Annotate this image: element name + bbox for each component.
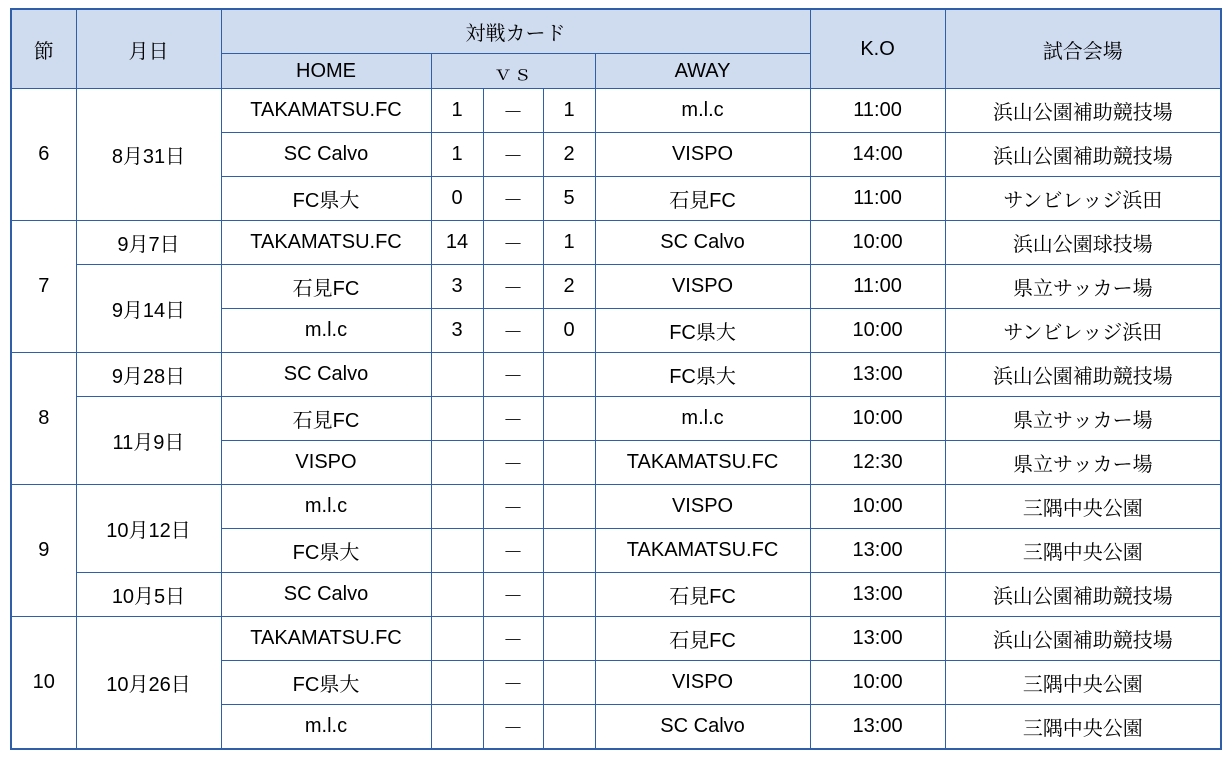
cell-score-dash: － [483,265,543,309]
cell-venue: 三隅中央公園 [945,705,1221,750]
cell-away-score [543,485,595,529]
cell-score-dash: － [483,177,543,221]
table-body [11,89,1221,750]
table-row [11,265,1221,309]
cell-venue: 県立サッカー場 [945,265,1221,309]
cell-kickoff-time: 10:00 [810,397,945,441]
cell-section: 9 [11,485,76,617]
cell-section: 10 [11,617,76,750]
cell-away-team: TAKAMATSU.FC [595,529,810,573]
cell-score-dash: － [483,705,543,750]
cell-away-score: 2 [543,133,595,177]
table-row [11,573,1221,617]
column-header-away: AWAY [595,54,810,89]
cell-kickoff-time: 13:00 [810,353,945,397]
cell-venue: 浜山公園補助競技場 [945,573,1221,617]
cell-away-score [543,529,595,573]
cell-home-team: 石見FC [221,397,431,441]
cell-kickoff-time: 11:00 [810,89,945,133]
table-row [11,397,1221,441]
cell-home-team: m.l.c [221,705,431,750]
cell-date: 8月31日 [76,89,221,221]
cell-score-dash: － [483,397,543,441]
cell-venue: 浜山公園補助競技場 [945,133,1221,177]
cell-kickoff-time: 13:00 [810,617,945,661]
cell-date: 10月26日 [76,617,221,750]
cell-date: 9月28日 [76,353,221,397]
cell-home-team: 石見FC [221,265,431,309]
cell-home-score [431,573,483,617]
cell-home-score [431,353,483,397]
cell-away-score: 1 [543,221,595,265]
cell-home-team: SC Calvo [221,133,431,177]
cell-home-score [431,441,483,485]
cell-venue: 浜山公園補助競技場 [945,617,1221,661]
table-header [11,9,1221,89]
table-row [11,353,1221,397]
cell-away-team: VISPO [595,661,810,705]
cell-score-dash: － [483,353,543,397]
cell-section: 8 [11,353,76,485]
cell-away-team: 石見FC [595,617,810,661]
cell-away-score [543,573,595,617]
cell-venue: 三隅中央公園 [945,485,1221,529]
cell-venue: 浜山公園補助競技場 [945,89,1221,133]
cell-venue: 県立サッカー場 [945,441,1221,485]
cell-score-dash: － [483,89,543,133]
cell-away-score: 2 [543,265,595,309]
cell-home-score [431,661,483,705]
cell-home-team: m.l.c [221,485,431,529]
cell-score-dash: － [483,221,543,265]
cell-home-score [431,617,483,661]
cell-kickoff-time: 11:00 [810,265,945,309]
table-row [11,617,1221,661]
cell-away-team: VISPO [595,265,810,309]
column-header-home: HOME [221,54,431,89]
cell-away-team: m.l.c [595,89,810,133]
cell-kickoff-time: 13:00 [810,705,945,750]
cell-score-dash: － [483,309,543,353]
cell-kickoff-time: 10:00 [810,485,945,529]
cell-venue: 三隅中央公園 [945,661,1221,705]
match-schedule-table [10,8,1222,750]
table-row [11,221,1221,265]
cell-home-team: TAKAMATSU.FC [221,221,431,265]
cell-away-score [543,661,595,705]
cell-away-team: m.l.c [595,397,810,441]
header-row-top [11,9,1221,54]
cell-home-team: VISPO [221,441,431,485]
cell-home-team: FC県大 [221,661,431,705]
cell-home-team: SC Calvo [221,573,431,617]
cell-away-score: 0 [543,309,595,353]
cell-away-score [543,397,595,441]
cell-venue: 浜山公園球技場 [945,221,1221,265]
column-header-match-card: 対戦カード [221,9,810,54]
table-row [11,485,1221,529]
cell-home-score [431,397,483,441]
cell-score-dash: － [483,573,543,617]
cell-away-team: VISPO [595,133,810,177]
cell-home-score: 3 [431,309,483,353]
cell-score-dash: － [483,529,543,573]
cell-date: 9月14日 [76,265,221,353]
cell-away-score: 1 [543,89,595,133]
cell-home-score: 14 [431,221,483,265]
cell-kickoff-time: 13:00 [810,529,945,573]
cell-venue: 浜山公園補助競技場 [945,353,1221,397]
cell-kickoff-time: 10:00 [810,661,945,705]
cell-away-score [543,705,595,750]
cell-away-score [543,353,595,397]
cell-away-score: 5 [543,177,595,221]
cell-away-team: FC県大 [595,353,810,397]
cell-home-score: 0 [431,177,483,221]
column-header-ko: K.O [810,9,945,89]
cell-away-score [543,441,595,485]
cell-kickoff-time: 14:00 [810,133,945,177]
column-header-date: 月日 [76,9,221,89]
cell-kickoff-time: 12:30 [810,441,945,485]
cell-home-score: 1 [431,89,483,133]
cell-home-score: 1 [431,133,483,177]
cell-away-team: VISPO [595,485,810,529]
cell-kickoff-time: 10:00 [810,309,945,353]
cell-section: 7 [11,221,76,353]
cell-date: 10月12日 [76,485,221,573]
cell-away-team: SC Calvo [595,705,810,750]
cell-away-team: TAKAMATSU.FC [595,441,810,485]
cell-home-score [431,485,483,529]
cell-home-team: TAKAMATSU.FC [221,89,431,133]
cell-kickoff-time: 13:00 [810,573,945,617]
cell-score-dash: － [483,617,543,661]
cell-date: 10月5日 [76,573,221,617]
cell-kickoff-time: 11:00 [810,177,945,221]
cell-score-dash: － [483,485,543,529]
column-header-vs: ｖｓ [431,54,595,89]
column-header-section: 節 [11,9,76,89]
cell-home-score [431,705,483,750]
cell-home-score [431,529,483,573]
column-header-venue: 試合会場 [945,9,1221,89]
cell-home-team: FC県大 [221,177,431,221]
cell-venue: サンビレッジ浜田 [945,309,1221,353]
cell-section: 6 [11,89,76,221]
cell-home-team: TAKAMATSU.FC [221,617,431,661]
cell-away-team: FC県大 [595,309,810,353]
cell-home-score: 3 [431,265,483,309]
cell-score-dash: － [483,661,543,705]
cell-away-score [543,617,595,661]
cell-venue: 県立サッカー場 [945,397,1221,441]
cell-date: 9月7日 [76,221,221,265]
table-row [11,89,1221,133]
cell-home-team: SC Calvo [221,353,431,397]
cell-venue: サンビレッジ浜田 [945,177,1221,221]
cell-away-team: 石見FC [595,573,810,617]
cell-home-team: m.l.c [221,309,431,353]
cell-away-team: 石見FC [595,177,810,221]
cell-date: 11月9日 [76,397,221,485]
cell-home-team: FC県大 [221,529,431,573]
cell-score-dash: － [483,133,543,177]
cell-kickoff-time: 10:00 [810,221,945,265]
cell-away-team: SC Calvo [595,221,810,265]
cell-venue: 三隅中央公園 [945,529,1221,573]
cell-score-dash: － [483,441,543,485]
